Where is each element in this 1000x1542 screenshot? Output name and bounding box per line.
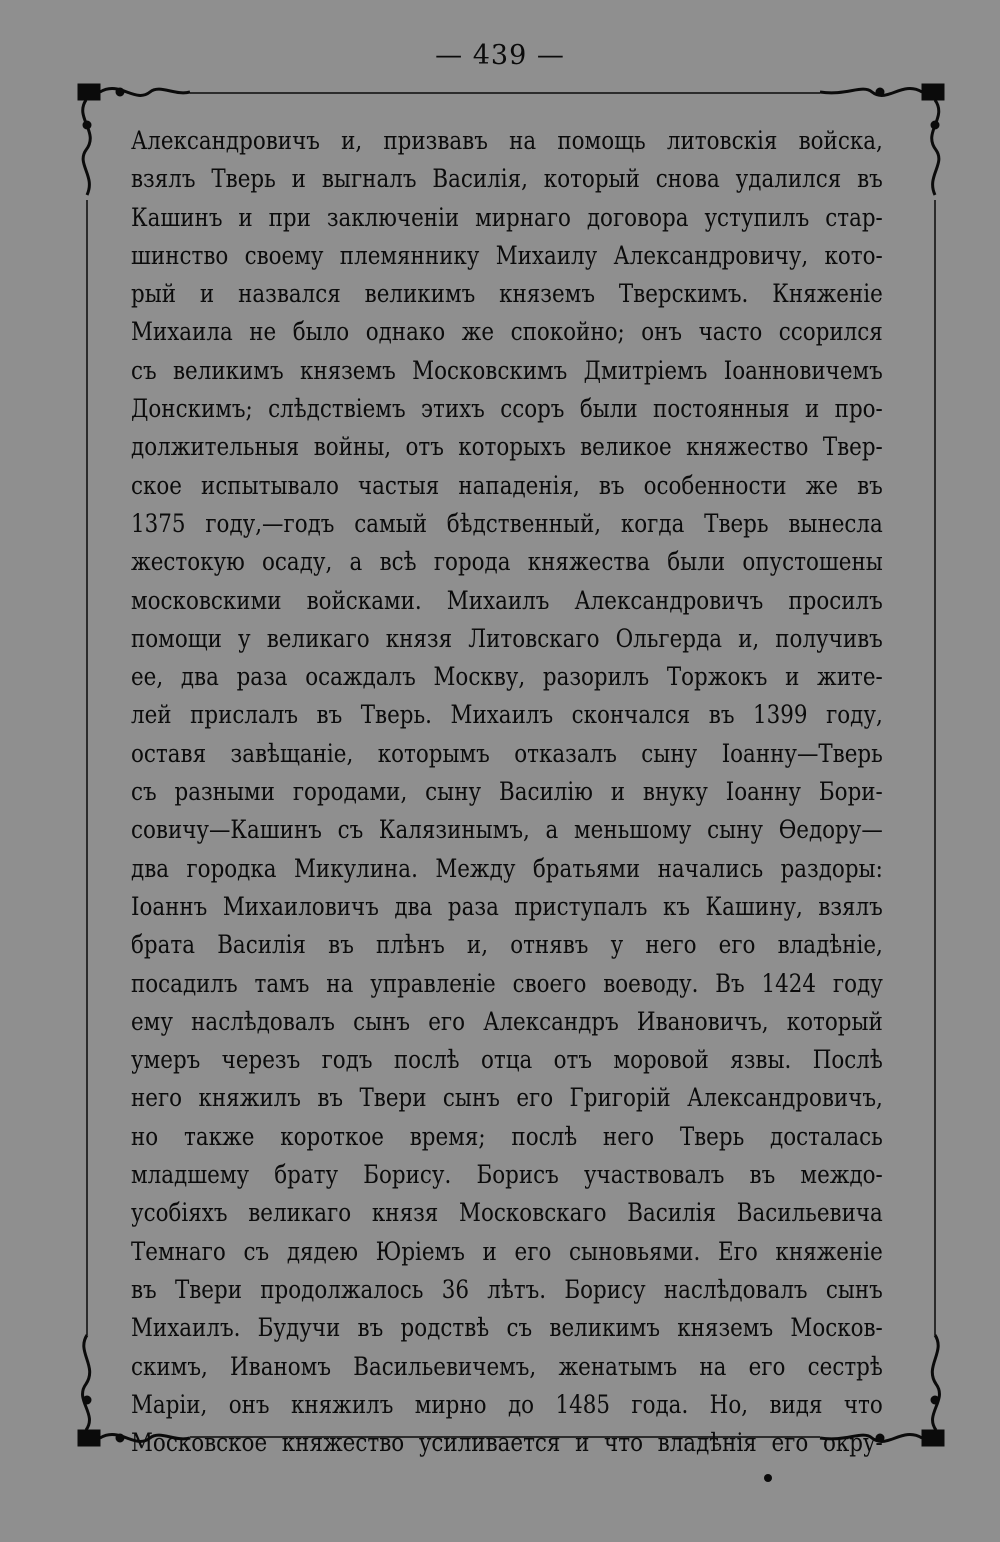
text-line: ское испытывало частыя нападенія, въ особенности же въ — [131, 470, 883, 501]
text-line: Темнаго съ дядею Юріемъ и его сыновьями. Его княженіе — [131, 1236, 883, 1267]
text-line: шинство своему племяннику Михаилу Александровичу, кото- — [131, 240, 883, 271]
text-line: съ разными городами, сыну Василію и внуку Іоанну Бори- — [131, 777, 883, 808]
text-line: совичу—Кашинъ съ Калязинымъ, а меньшому сыну Ѳедору— — [131, 815, 883, 846]
text-line: Михаила не было однако же спокойно; онъ часто ссорился — [131, 317, 883, 348]
page-number: — 439 — — [435, 40, 565, 71]
body-text — [131, 122, 883, 1462]
text-line: брата Василія въ плѣнъ и, отнявъ у него его владѣніе, — [131, 930, 883, 961]
text-line: ему наслѣдовалъ сынъ его Александръ Ивановичъ, который — [131, 1006, 883, 1037]
text-line: Донскимъ; слѣдствіемъ этихъ ссоръ были постоянныя и про- — [131, 394, 883, 425]
text-line: посадилъ тамъ на управленіе своего воеводу. Въ 1424 году — [131, 968, 883, 999]
text-line: оставя завѣщаніе, которымъ отказалъ сыну Іоанну—Тверь — [131, 738, 883, 769]
text-line: помощи у великаго князя Литовскаго Ольгерда и, получивъ — [131, 623, 883, 654]
ink-dot — [764, 1474, 772, 1482]
text-line: него княжилъ въ Твери сынъ его Григорій Александровичъ, — [131, 1083, 883, 1114]
text-line: рый и назвался великимъ княземъ Тверскимъ. Княженіе — [131, 279, 883, 310]
text-line: ее, два раза осаждалъ Москву, разорилъ Торжокъ и жите- — [131, 662, 883, 693]
text-line: Александровичъ и, призвавъ на помощь литовскія войска, — [131, 126, 883, 156]
text-line: Іоаннъ Михаиловичъ два раза приступалъ къ Кашину, взялъ — [131, 891, 883, 922]
text-line: но также короткое время; послѣ него Тверь досталась — [131, 1121, 883, 1152]
text-line: Михаилъ. Будучи въ родствѣ съ великимъ княземъ Москов- — [131, 1313, 883, 1344]
text-line: Московское княжество усиливается и что владѣнія его окру- — [131, 1428, 883, 1459]
text-line: скимъ, Иваномъ Васильевичемъ, женатымъ на его сестрѣ — [131, 1351, 883, 1382]
text-line: усобіяхъ великаго князя Московскаго Василія Васильевича — [131, 1198, 883, 1229]
text-line: младшему брату Борису. Борисъ участвовалъ въ междо- — [131, 1160, 883, 1191]
text-line: два городка Микулина. Между братьями начались раздоры: — [131, 853, 883, 884]
text-line: 1375 году,—годъ самый бѣдственный, когда Тверь вынесла — [131, 508, 883, 539]
text-line: жестокую осаду, а всѣ города княжества были опустошены — [131, 547, 883, 578]
text-line: должительныя войны, отъ которыхъ великое княжество Твер- — [131, 432, 883, 463]
text-line: Маріи, онъ княжилъ мирно до 1485 года. Но, видя что — [131, 1389, 883, 1420]
text-line: умеръ черезъ годъ послѣ отца отъ моровой язвы. Послѣ — [131, 1045, 883, 1076]
text-line: московскими войсками. Михаилъ Александровичъ просилъ — [131, 585, 883, 616]
text-line: взялъ Тверь и выгналъ Василія, который снова удалился въ — [131, 164, 883, 195]
text-line: Кашинъ и при заключеніи мирнаго договора уступилъ стар- — [131, 202, 883, 233]
text-line: съ великимъ княземъ Московскимъ Дмитріемъ Іоанновичемъ — [131, 355, 883, 386]
text-line: въ Твери продолжалось 36 лѣтъ. Борису наслѣдовалъ сынъ — [131, 1274, 883, 1305]
text-line: лей прислалъ въ Тверь. Михаилъ скончался въ 1399 году, — [131, 700, 883, 731]
